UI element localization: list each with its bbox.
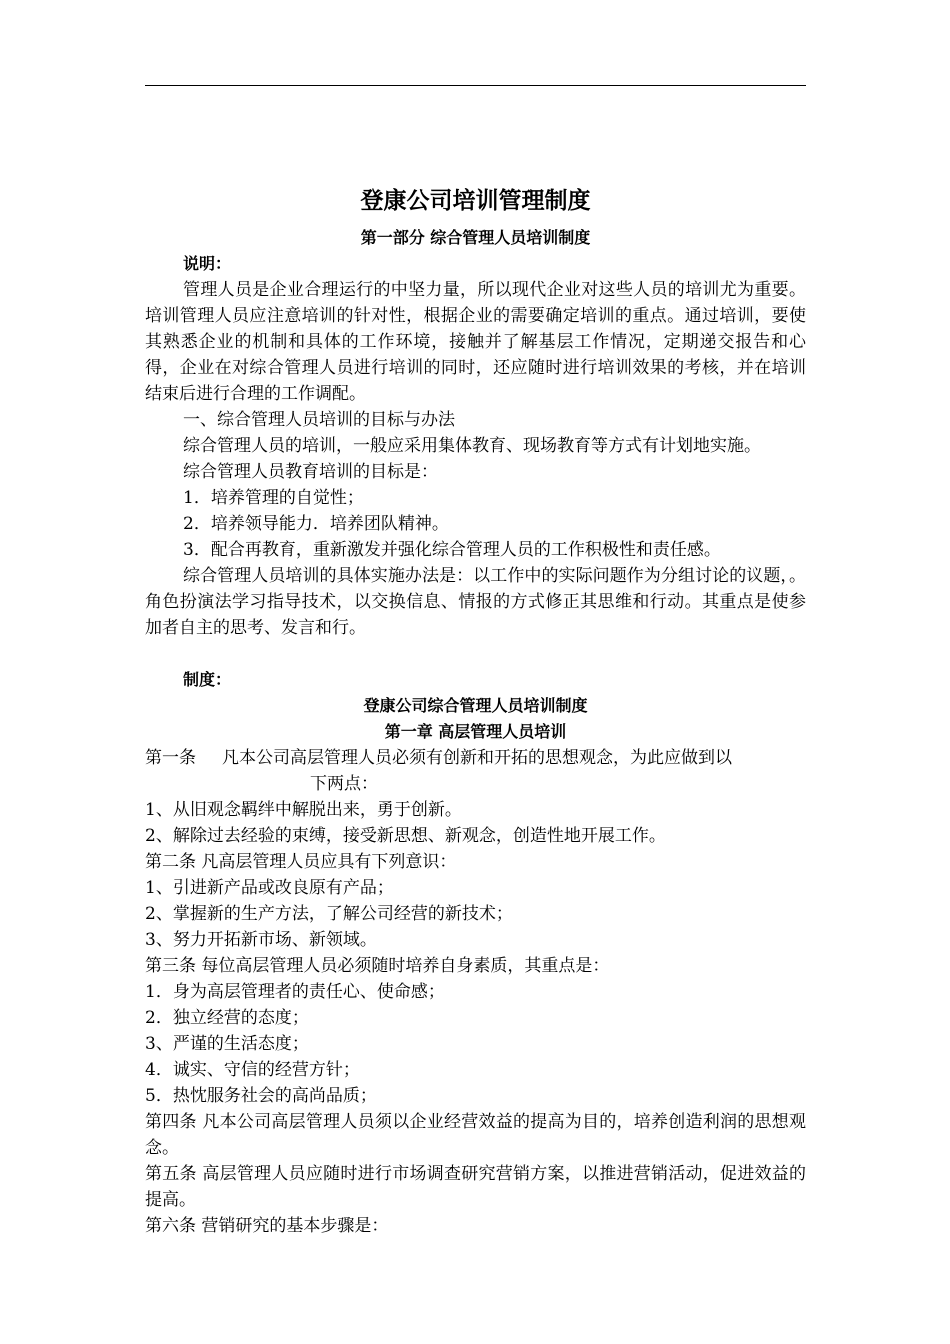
list-item: 2、掌握新的生产方法，了解公司经营的新技术； (145, 904, 513, 924)
article-3: 第三条 每位高层管理人员必须随时培养自身素质，其重点是： (145, 956, 610, 976)
list-item: 2、解除过去经验的束缚，接受新思想、新观念，创造性地开展工作。 (145, 826, 666, 846)
article-5: 第五条 高层管理人员应随时进行市场调查研究营销方案，以推进营销活动，促进效益的提高。 (145, 1164, 806, 1210)
part-heading: 第一部分 综合管理人员培训制度 (360, 228, 591, 247)
list-item: 4．诚实、守信的经营方针； (145, 1060, 360, 1080)
chapter-title: 第一章 高层管理人员培训 (384, 722, 567, 741)
goal-item: 1．培养管理的自觉性； (183, 488, 364, 508)
system-label: 制度： (183, 670, 232, 689)
article-6: 第六条 营销研究的基本步骤是： (145, 1216, 389, 1236)
section-heading: 一、综合管理人员培训的目标与办法 (183, 410, 455, 430)
article-1-head: 第一条 (145, 748, 196, 768)
header-rule (145, 85, 806, 86)
goal-item: 2．培养领导能力．培养团队精神。 (183, 514, 449, 534)
article-2: 第二条 凡高层管理人员应具有下列意识： (145, 852, 457, 872)
goal-item: 3．配合再教育，重新激发并强化综合管理人员的工作积极性和责任感。 (183, 540, 721, 560)
explain-label: 说明： (183, 254, 232, 273)
article-4: 第四条 凡本公司高层管理人员须以企业经营效益的提高为目的，培养创造利润的思想观念。 (145, 1112, 806, 1158)
list-item: 5．热忱服务社会的高尚品质； (145, 1086, 377, 1106)
list-item: 1、引进新产品或改良原有产品； (145, 878, 394, 898)
article-1 (145, 745, 806, 797)
spacer (145, 641, 806, 667)
system-title: 登康公司综合管理人员培训制度 (363, 696, 588, 715)
document-page (145, 181, 806, 1239)
list-item: 3、努力开拓新市场、新领域。 (145, 930, 377, 950)
document-title: 登康公司培训管理制度 (360, 188, 591, 214)
list-item: 1、从旧观念羁绊中解脱出来，勇于创新。 (145, 800, 462, 820)
list-item: 1．身为高层管理者的责任心、使命感； (145, 982, 445, 1002)
list-item: 3、严谨的生活态度； (145, 1034, 309, 1054)
explain-paragraph: 综合管理人员培训的具体实施办法是：以工作中的实际问题作为分组讨论的议题，。角色扮演法学习指导技术，以交换信息、情报的方式修正其思维和行动。其重点是使参加者自主的思考、发言和行。 (145, 566, 806, 638)
explain-paragraph: 综合管理人员教育培训的目标是： (183, 462, 438, 482)
explain-paragraph: 管理人员是企业合理运行的中坚力量，所以现代企业对这些人员的培训尤为重要。培训管理人员应注意培训的针对性，根据企业的需要确定培训的重点。通过培训，要使其熟悉企业的机制和具体的工作环境，接触并了解基层工作情况，定期递交报告和心得，企业在对综合管理人员进行培训的同时，还应随时进行培训效果的考核，并在培训结束后进行合理的工作调配。 (145, 280, 806, 404)
article-1-cont: 下两点： (310, 774, 378, 794)
article-1-text: 凡本公司高层管理人员必须有创新和开拓的思想观念，为此应做到以 (222, 748, 732, 768)
list-item: 2．独立经营的态度； (145, 1008, 309, 1028)
explain-paragraph: 综合管理人员的培训，一般应采用集体教育、现场教育等方式有计划地实施。 (183, 436, 761, 456)
